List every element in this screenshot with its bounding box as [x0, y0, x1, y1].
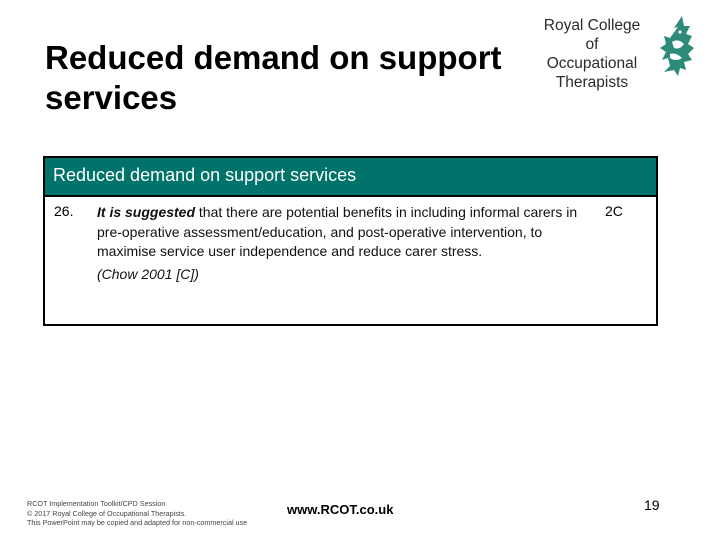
rcot-unicorn-crest-icon	[652, 14, 698, 78]
footer-credit-line-2: © 2017 Royal College of Occupational Therapists.	[27, 508, 187, 518]
recommendation-body: that there are potential benefits in including informal carers in pre-operative assessment/education, and post-operative intervention, to maximise service user independence and reduce carer stress.	[97, 204, 578, 259]
logo-line-3: Therapists	[555, 74, 629, 91]
recommendation-grade: 2C	[605, 203, 623, 219]
recommendation-citation: (Chow 2001 [C])	[97, 265, 199, 282]
recommendation-number: 26.	[54, 203, 74, 219]
footer-credit-line-3: This PowerPoint may be copied and adapted for non-commercial use	[27, 518, 248, 527]
page-number: 19	[644, 497, 660, 513]
recommendation-table	[43, 156, 658, 326]
table-header: Reduced demand on support services	[45, 158, 656, 197]
footer-credit-line-1: RCOT Implementation Toolkit/CPD Session	[27, 499, 166, 508]
footer-credit	[27, 499, 247, 528]
rcot-logo	[537, 14, 697, 91]
recommendation-lead: It is suggested	[97, 204, 196, 220]
slide-title: Reduced demand on support services	[45, 39, 502, 116]
logo-line-1: Royal College of	[543, 17, 641, 53]
recommendation-text	[97, 203, 592, 284]
footer-url-link[interactable]: www.RCOT.co.uk	[287, 502, 394, 517]
logo-text	[537, 16, 647, 92]
table-row	[45, 197, 656, 324]
logo-line-2: Occupational	[546, 55, 638, 72]
